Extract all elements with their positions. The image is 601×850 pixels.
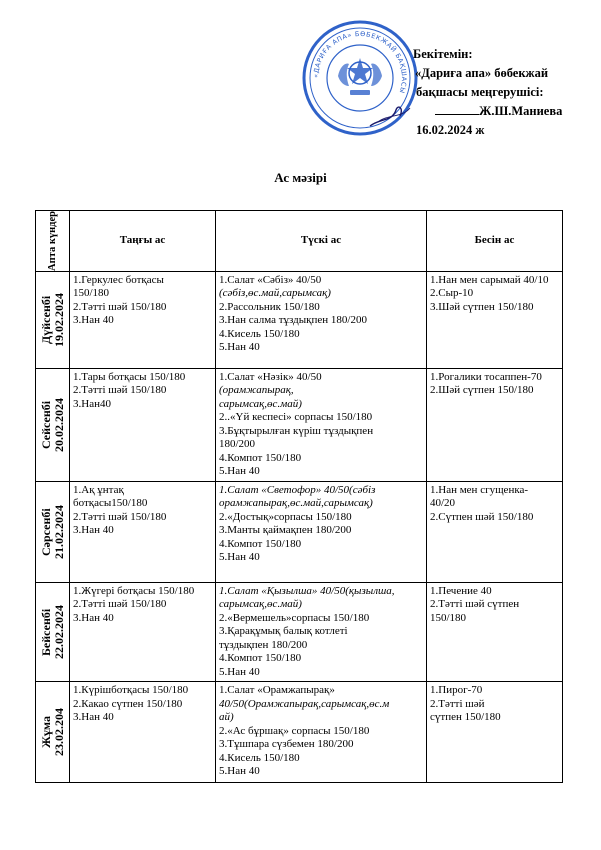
lunch-item: 5.Нан 40 (219, 341, 260, 354)
day-label (40, 708, 66, 756)
lunch-item: 2.«Вермешель»сорпасы 150/180 (219, 611, 370, 624)
breakfast-item: 1.Ақ ұнтақ (73, 483, 124, 496)
snack-item: 3.Шәй сүтпен 150/180 (430, 300, 534, 313)
seal-text: «ДАРИҒА АПА» БӨБЕКЖАЙ БАҚШАСЫ (311, 29, 409, 95)
snack-cell (427, 368, 563, 481)
breakfast-item: ботқасы150/180 (73, 497, 148, 510)
lunch-item: 4.Компот 150/180 (219, 451, 302, 464)
approval-heading: Бекітемін: (413, 47, 473, 61)
lunch-item: 1.Салат «Сәбіз» 40/50 (219, 273, 322, 286)
lunch-item: 1.Салат «Светофор» 40/50(сәбіз (219, 483, 376, 496)
lunch-item: 2..«Үй кеспесі» сорпасы 150/180 (219, 411, 373, 424)
lunch-item: ай) (219, 711, 234, 724)
snack-item: 2.Сүтпен шәй 150/180 (430, 510, 534, 523)
approval-position: бақшасы меңгерушісі: (416, 85, 544, 99)
day-date: 22.02.2024 (51, 605, 66, 660)
snack-item: сүтпен 150/180 (430, 711, 501, 724)
table-header-row (36, 211, 563, 272)
approval-block (413, 45, 562, 140)
table-row (36, 481, 563, 582)
day-cell (36, 368, 70, 481)
day-name: Дүйсенбі (38, 295, 53, 345)
snack-cell (427, 271, 563, 368)
lunch-item: 2.«Ас бұршақ» сорпасы 150/180 (219, 724, 370, 737)
snack-item: 1.Нан мен сгущенка- (430, 483, 529, 496)
day-cell (36, 682, 70, 783)
lunch-cell (216, 271, 427, 368)
table-row (36, 582, 563, 682)
lunch-item: 3.Манты қаймақпен 180/200 (219, 524, 352, 537)
breakfast-item: 3.Нан 40 (73, 314, 114, 327)
lunch-item: 2.«Достық»сорпасы 150/180 (219, 510, 352, 523)
header-snack: Бесін ас (427, 211, 563, 272)
header-breakfast: Таңғы ас (70, 211, 216, 272)
breakfast-item: 1.Күрішботқасы 150/180 (73, 684, 189, 697)
breakfast-cell (70, 682, 216, 783)
lunch-item: 3.Тұшпара сүзбемен 180/200 (219, 738, 354, 751)
breakfast-cell (70, 481, 216, 582)
snack-item: 2.Тәтті шәй сүтпен (430, 598, 520, 611)
breakfast-item: 3.Нан 40 (73, 711, 114, 724)
breakfast-item: 1.Геркулес ботқасы (73, 273, 164, 286)
breakfast-item: 3.Нан 40 (73, 524, 114, 537)
lunch-item: 5.Нан 40 (219, 765, 260, 778)
lunch-cell (216, 682, 427, 783)
lunch-item: 5.Нан 40 (219, 465, 260, 478)
lunch-item: 40/50(Орамжапырақ,сарымсақ,өс.м (219, 697, 390, 710)
lunch-item: 5.Нан 40 (219, 551, 260, 564)
snack-item: 2.Тәтті шәй (430, 697, 485, 710)
lunch-item: сарымсақ,өс.май) (219, 598, 302, 611)
breakfast-item: 2.Тәтті шәй 150/180 (73, 598, 167, 611)
breakfast-item: 150/180 (73, 287, 110, 300)
menu-table (35, 210, 563, 783)
table-row (36, 368, 563, 481)
lunch-item: 4.Кисель 150/180 (219, 327, 300, 340)
lunch-cell (216, 582, 427, 682)
lunch-item: 3.Нан салма тұздықпен 180/200 (219, 314, 367, 327)
day-name: Бейсенбі (38, 608, 53, 656)
day-label (40, 293, 66, 347)
approval-date: 16.02.2024 ж (416, 123, 485, 137)
table-row (36, 682, 563, 783)
header-day (36, 211, 70, 272)
lunch-item: 3.Қарақұмық балық котлеті (219, 625, 348, 638)
breakfast-item: 1.Жүгері ботқасы 150/180 (73, 584, 195, 597)
breakfast-item: 3.Нан 40 (73, 611, 114, 624)
breakfast-cell (70, 271, 216, 368)
breakfast-item: 2.Тәтті шәй 150/180 (73, 300, 167, 313)
snack-cell (427, 481, 563, 582)
lunch-item: (орамжапырақ, (219, 384, 294, 397)
lunch-item: 4.Кисель 150/180 (219, 751, 300, 764)
day-name: Жұма (38, 716, 53, 749)
snack-item: 1.Печение 40 (430, 584, 492, 597)
lunch-item: 4.Компот 150/180 (219, 537, 302, 550)
breakfast-cell (70, 582, 216, 682)
breakfast-item: 1.Тары ботқасы 150/180 (73, 370, 186, 383)
lunch-item: 3.Бұқтырылған күріш тұздықпен (219, 424, 374, 437)
breakfast-item: 2.Тәтті шәй 150/180 (73, 384, 167, 397)
day-name: Сәрсенбі (38, 508, 53, 556)
breakfast-item: 2.Тәтті шәй 150/180 (73, 510, 167, 523)
lunch-item: 2.Рассольник 150/180 (219, 300, 320, 313)
day-cell (36, 582, 70, 682)
day-label (40, 505, 66, 559)
lunch-item: 180/200 (219, 438, 256, 451)
day-date: 21.02.2024 (51, 504, 66, 559)
snack-item: 40/20 (430, 497, 456, 510)
breakfast-cell (70, 368, 216, 481)
header-lunch: Түскі ас (216, 211, 427, 272)
day-date: 23.02.204 (51, 708, 66, 757)
snack-item: 1.Рогалики тосаппен-70 (430, 370, 542, 383)
lunch-item: сарымсақ,өс.май) (219, 397, 302, 410)
snack-item: 1.Пирог-70 (430, 684, 483, 697)
day-date: 19.02.2024 (51, 292, 66, 347)
snack-cell (427, 682, 563, 783)
lunch-item: (сәбіз,өс.май,сарымсақ) (219, 287, 331, 300)
day-cell (36, 481, 70, 582)
page-title: Ас мәзірі (274, 170, 327, 185)
day-name: Сейсенбі (38, 400, 53, 450)
breakfast-item: 2.Какао сүтпен 150/180 (73, 697, 183, 710)
header-day-label: Апта күндер (47, 211, 58, 271)
approval-signature (413, 102, 562, 121)
snack-item: 2.Шәй сүтпен 150/180 (430, 384, 534, 397)
lunch-item: 1.Салат «Қызылша» 40/50(қызылша, (219, 584, 395, 597)
snack-cell (427, 582, 563, 682)
lunch-cell (216, 481, 427, 582)
lunch-item: 1.Салат «Нәзік» 40/50 (219, 370, 322, 383)
breakfast-item: 3.Нан40 (73, 397, 111, 410)
lunch-item: орамжапырақ,өс.май,сарымсақ) (219, 497, 373, 510)
table-row (36, 271, 563, 368)
lunch-item: 5.Нан 40 (219, 665, 260, 678)
day-label (40, 605, 66, 659)
day-label (40, 398, 66, 452)
lunch-item: 4.Компот 150/180 (219, 652, 302, 665)
snack-item: 2.Сыр-10 (430, 287, 474, 300)
official-seal-icon (300, 18, 420, 138)
lunch-item: тұздықпен 180/200 (219, 638, 308, 651)
lunch-item: 1.Салат «Орамжапырақ» (219, 684, 335, 697)
approval-institution: «Дариға апа» бөбекжай (415, 66, 549, 80)
approval-name: Ж.Ш.Маниева (479, 104, 563, 118)
day-cell (36, 271, 70, 368)
snack-item: 1.Нан мен сарымай 40/10 (430, 273, 549, 286)
snack-item: 150/180 (430, 611, 467, 624)
lunch-cell (216, 368, 427, 481)
day-date: 20.02.2024 (51, 397, 66, 452)
